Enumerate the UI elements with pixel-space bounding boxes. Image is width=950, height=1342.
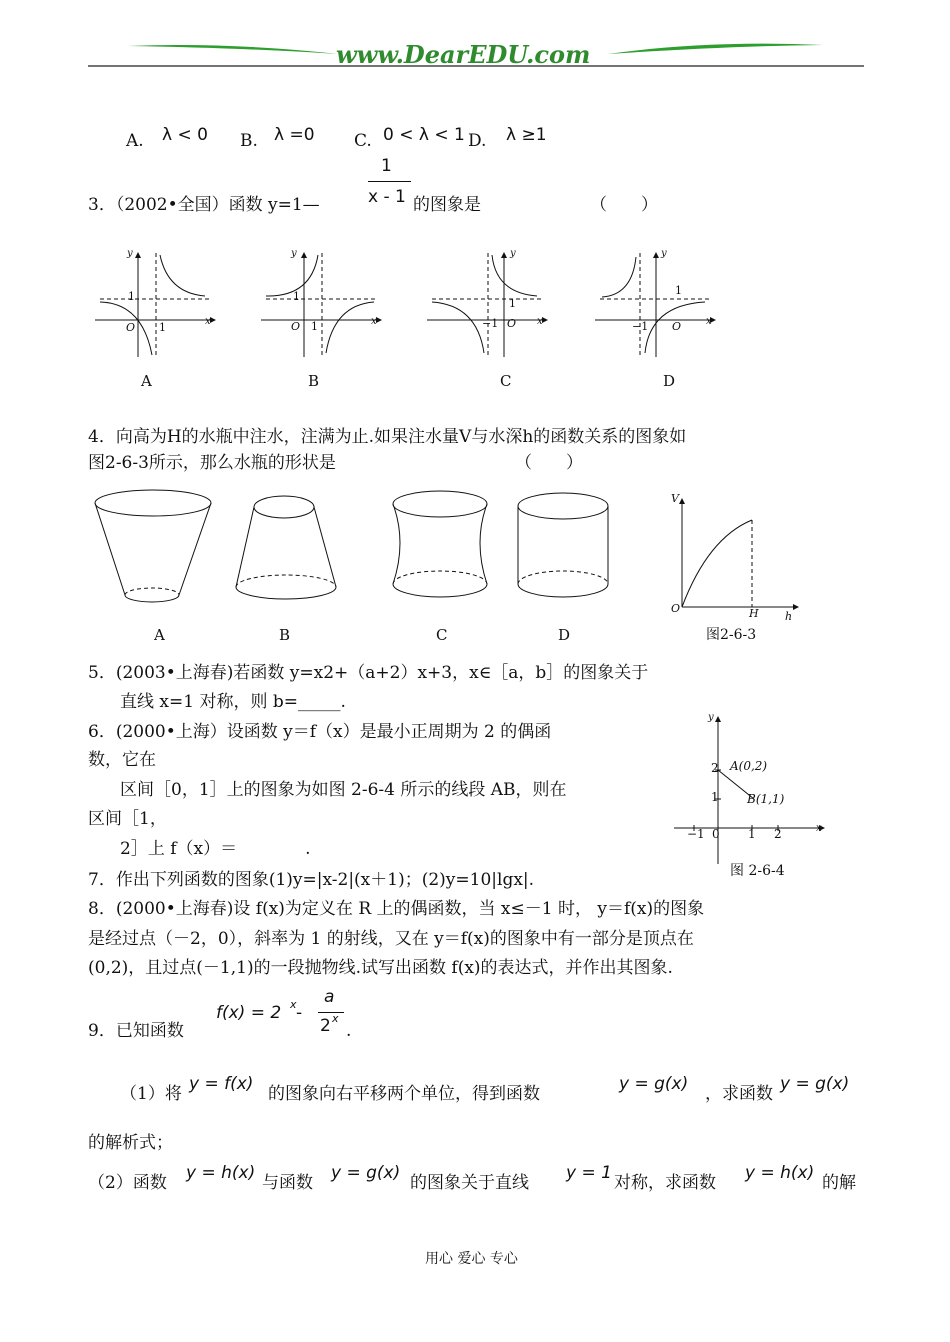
q9-frac-bar [318, 1012, 344, 1013]
q3-a-xlabel: x [205, 316, 211, 327]
q3-prefix: 3．（2002•全国）函数 y=1— [88, 195, 320, 215]
bottle-a-left-side [95, 503, 125, 595]
q3-answer-blank: （ ） [590, 195, 658, 215]
left-leaf-swoosh [128, 45, 338, 54]
curve-left [432, 302, 484, 353]
q9-minus: - [296, 1003, 303, 1023]
bottle-c-top [393, 491, 487, 517]
option-b-label: B. [240, 131, 258, 151]
q4-graph-xlabel: h [785, 610, 793, 623]
q6-graph-tick-1: 1 [748, 827, 756, 841]
q9-1-m3: y = g(x) [780, 1074, 850, 1094]
bottle-c-label: C [436, 626, 448, 644]
bottle-c-base-front [393, 584, 487, 597]
q9-2-m3: y = 1 [566, 1163, 612, 1183]
bottle-b-right-side [314, 507, 336, 587]
option-d-label: D. [468, 131, 487, 151]
q3-b-origin: O [291, 320, 301, 333]
q4-graph-origin: O [671, 602, 681, 615]
option-c-expr: 0 < λ < 1 [383, 125, 465, 145]
q5-line2: 直线 x=1 对称，则 b=_____. [120, 692, 346, 712]
bottle-b-base-front [236, 587, 336, 599]
bottle-b [224, 487, 354, 612]
q5-line1: 5．(2003•上海春)若函数 y=x2+（a+2）x+3，x∈［a，b］的图象关于 [88, 663, 649, 683]
q6-graph-tick-neg1: −1 [687, 827, 705, 841]
bottle-a [88, 487, 218, 612]
q6-graph-xlabel: x [816, 823, 822, 834]
q6-graph-ytick-1: 1 [711, 790, 719, 804]
q8-line3: (0,2)，且过点(－1,1)的一段抛物线.试写出函数 f(x)的表达式，并作出其图象. [88, 958, 673, 978]
q9-exp: x [290, 998, 297, 1011]
q3-c-negone: −1 [482, 317, 499, 330]
option-a-label: A. [126, 131, 144, 151]
q9-1-p3: ，求函数 [705, 1084, 773, 1104]
bottle-a-base-front [125, 595, 179, 602]
q3-frac-numerator: 1 [381, 156, 392, 176]
q3-d-origin: O [672, 320, 682, 333]
q7-line1: 7．作出下列函数的图象(1)y=|x-2|(x＋1)；(2)y=10|lgx|. [88, 870, 535, 890]
q3-a-ylabel: y [127, 248, 133, 259]
q9-period: . [346, 1021, 352, 1041]
option-d-expr: λ ≥1 [506, 125, 547, 145]
q9-2-m2: y = g(x) [331, 1163, 401, 1183]
q9-2-m1: y = h(x) [186, 1163, 256, 1183]
q3-b-xone: 1 [311, 320, 318, 333]
q3-b-ylabel: y [291, 248, 297, 259]
bottle-c [377, 487, 507, 612]
q6-line4: 区间［1， [88, 809, 167, 829]
q3-graph-b-label: B [308, 372, 320, 390]
bottle-c-base-back [393, 571, 487, 584]
bottle-d-base-front [518, 584, 608, 597]
curve-right [492, 255, 537, 296]
q6-line5: 2］上 f（x）＝ . [120, 839, 311, 859]
q9-2-p1: （2）函数 [88, 1173, 167, 1193]
q3-b-one: 1 [293, 290, 300, 303]
q8-line2: 是经过点（－2，0），斜率为 1 的射线，又在 y＝f(x)的图象中有一部分是顶点在 [88, 929, 694, 949]
q4-graph-hmark: H [749, 607, 759, 620]
bottle-b-label: B [279, 626, 291, 644]
q3-c-xlabel: x [537, 316, 543, 327]
header-logo-text[interactable]: www.DearEDU.com [336, 40, 591, 69]
q9-lhs: f(x) = 2 [216, 1003, 282, 1023]
option-a-expr: λ < 0 [162, 125, 208, 145]
q9-prefix: 9．已知函数 [88, 1021, 184, 1041]
q3-suffix: 的图象是 [413, 195, 481, 215]
bottle-a-base-back [125, 588, 179, 595]
curve-right [326, 302, 374, 353]
q4-line2: 图2-6-3所示，那么水瓶的形状是 [88, 453, 336, 473]
bottle-d-label: D [558, 626, 571, 644]
q9-2-p3: 的图象关于直线 [410, 1173, 529, 1193]
q9-1-m2: y = g(x) [619, 1074, 689, 1094]
q3-graph-d-label: D [663, 372, 676, 390]
q3-graph-c [422, 245, 552, 365]
q6-graph-tick-0: 0 [712, 827, 720, 841]
q9-frac-num: a [324, 987, 335, 1007]
bottle-c-right-side [480, 504, 487, 584]
q3-c-one: 1 [509, 297, 516, 310]
q4-graph-ylabel: V [671, 492, 679, 505]
bottle-d-base-back [518, 571, 608, 584]
bottle-a-top [95, 490, 211, 516]
q8-line1: 8．(2000•上海春)设 f(x)为定义在 R 上的偶函数，当 x≤－1 时， y＝f(x)的图象 [88, 899, 705, 919]
bottle-c-left-side [393, 504, 400, 584]
bottle-a-right-side [179, 503, 211, 595]
q3-graph-d [590, 245, 720, 365]
option-b-expr: λ =0 [274, 125, 315, 145]
q3-a-origin: O [126, 321, 136, 334]
q3-graph-a-label: A [141, 372, 152, 390]
volume-curve [682, 520, 752, 607]
bottle-b-base-back [236, 575, 336, 587]
q6-point-a: A(0,2) [730, 759, 768, 773]
q4-line1: 4．向高为H的水瓶中注水，注满为止.如果注水量V与水深h的函数关系的图象如 [88, 427, 687, 447]
bottle-a-label: A [154, 626, 165, 644]
right-leaf-swoosh [608, 44, 823, 54]
q9-2-p5: 的解 [822, 1173, 856, 1193]
bottle-b-top [254, 496, 314, 518]
q4-graph-caption: 图2-6-3 [706, 627, 757, 643]
q9-1-m1: y = f(x) [189, 1074, 254, 1094]
q3-d-negone: −1 [632, 320, 649, 333]
q6-line2: 数，它在 [88, 750, 156, 770]
q9-2-m4: y = h(x) [745, 1163, 815, 1183]
q3-d-xlabel: x [706, 316, 712, 327]
q3-a-xone: 1 [159, 321, 166, 334]
curve-left [266, 255, 318, 296]
q4-answer-blank: （ ） [515, 453, 583, 473]
q6-line1: 6．(2000•上海）设函数 y＝f（x）是最小正周期为 2 的偶函 [88, 722, 552, 742]
q3-graph-b [256, 245, 386, 365]
q6-line3: 区间［0，1］上的图象为如图 2-6-4 所示的线段 AB，则在 [120, 780, 567, 800]
bottle-b-left-side [236, 507, 254, 587]
q9-2-p2: 与函数 [262, 1173, 313, 1193]
q3-d-ylabel: y [661, 248, 667, 259]
q4-vh-graph [668, 493, 803, 618]
q6-point-b: B(1,1) [747, 792, 785, 806]
q3-c-origin: O [507, 317, 517, 330]
q3-a-one: 1 [128, 290, 135, 303]
q9-frac-den-exp: x [332, 1012, 339, 1025]
q6-graph-ytick-2: 2 [711, 761, 719, 775]
q6-graph-caption: 图 2-6-4 [730, 863, 785, 879]
q3-frac-denominator: x - 1 [368, 187, 406, 207]
q3-d-one: 1 [675, 284, 682, 297]
q6-graph-ylabel: y [708, 712, 714, 723]
bottle-d [510, 487, 620, 612]
q9-1-p1: （1）将 [120, 1084, 182, 1104]
q3-b-xlabel: x [371, 316, 377, 327]
q3-graph-c-label: C [500, 372, 512, 390]
option-c-label: C. [354, 131, 372, 151]
q9-frac-den: 2 [320, 1016, 331, 1036]
bottle-d-top [518, 493, 608, 519]
q3-frac-bar [368, 181, 411, 182]
page-footer: 用心 爱心 专心 [425, 1251, 518, 1267]
curve-right [160, 255, 205, 296]
q3-graph-a [90, 245, 220, 365]
q3-c-ylabel: y [510, 248, 516, 259]
q9-2-p4: 对称，求函数 [614, 1173, 716, 1193]
q6-graph-tick-2: 2 [774, 827, 782, 841]
q9-1-line2: 的解析式； [88, 1133, 173, 1153]
curve-left [602, 257, 636, 297]
q9-1-p2: 的图象向右平移两个单位，得到函数 [268, 1084, 540, 1104]
